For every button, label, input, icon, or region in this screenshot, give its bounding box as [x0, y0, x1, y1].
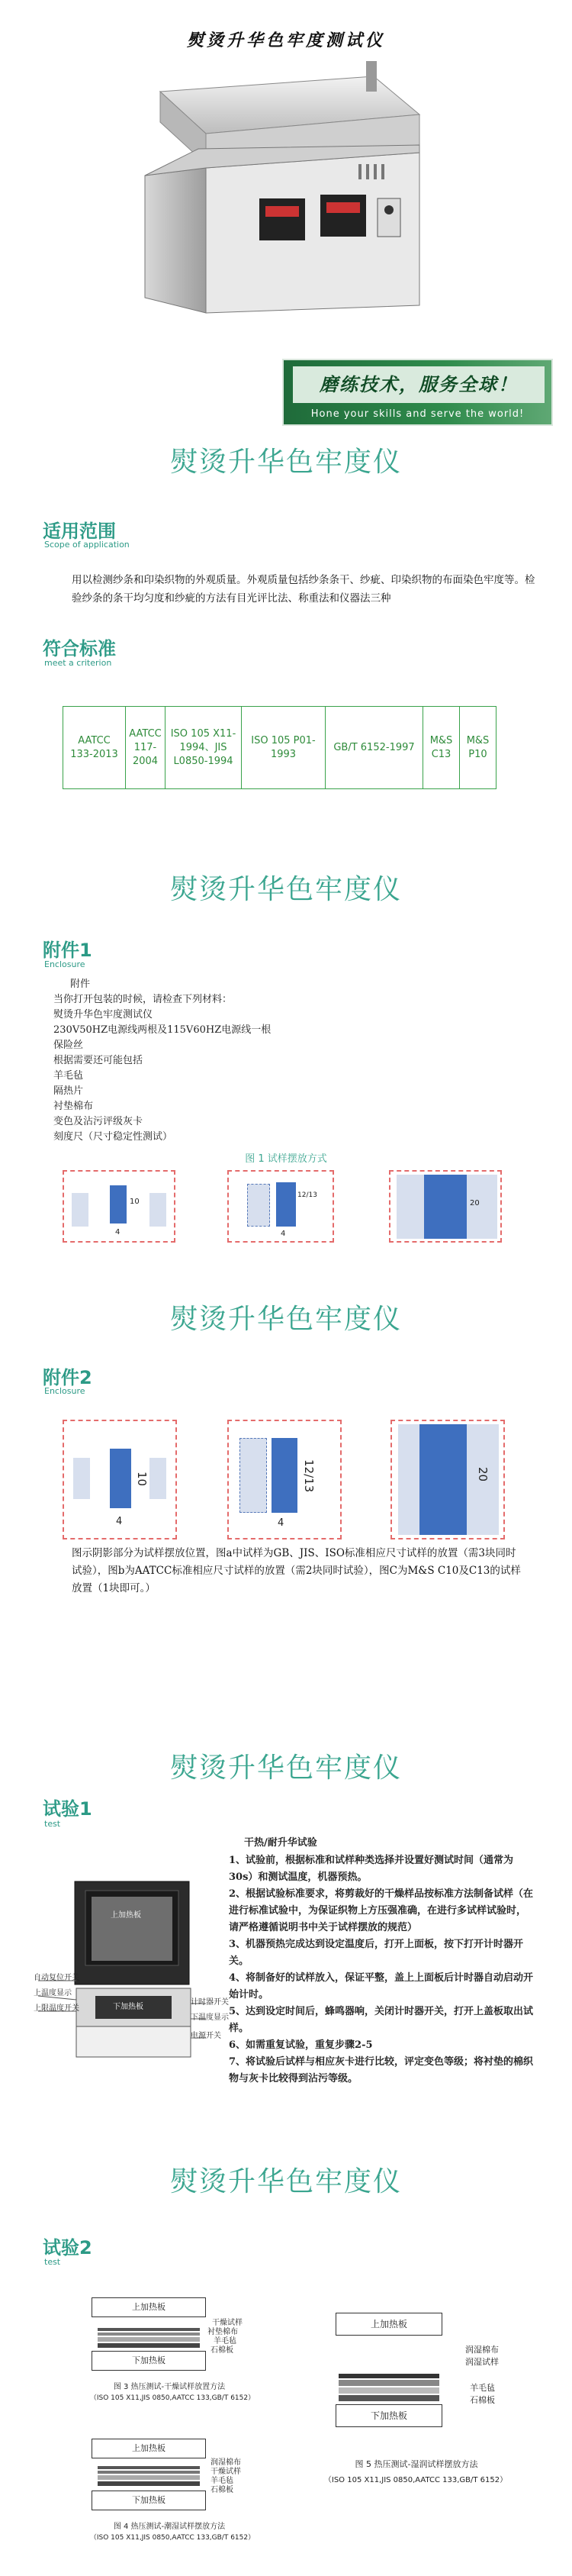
standard-cell: ISO 105 P01-1993 — [242, 707, 326, 789]
fig4-layer: 润湿棉布 — [210, 2458, 241, 2467]
list-item: 根据需要还可能包括 — [53, 1055, 143, 1066]
fig5-top-plate: 上加热板 — [336, 2313, 442, 2336]
left-label: 上温度显示 — [34, 1989, 72, 1997]
figure-b-small — [227, 1170, 334, 1243]
figure-b-width-label: 4 — [278, 1517, 284, 1529]
standard-cell: M&S C13 — [423, 707, 460, 789]
table-row — [63, 707, 496, 789]
slogan-banner — [282, 359, 553, 426]
list-item: 附件 — [70, 978, 91, 990]
standards-heading-en: meet a criterion — [44, 658, 112, 668]
section-title: 熨烫升华色牢度仪 — [169, 1304, 402, 1335]
list-item: 5、达到设定时间后，蜂鸣器响，关闭计时器开关，打开上盖板取出试样。 — [229, 2006, 534, 2034]
standards-heading: 符合标准 — [43, 638, 116, 659]
enclosure2-heading: 附件2 — [43, 1367, 92, 1388]
section-title: 熨烫升华色牢度仪 — [169, 2166, 402, 2197]
list-item: 变色及沾污评级灰卡 — [53, 1116, 143, 1127]
test1-heading-en: test — [44, 1819, 61, 1829]
figure-c-length-label: 20 — [476, 1467, 490, 1482]
figure-b-length-label: 12/13 — [302, 1459, 316, 1493]
section-title: 熨烫升华色牢度仪 — [169, 1752, 402, 1784]
right-label: 计时器开关 — [191, 1998, 229, 2007]
list-item: 保险丝 — [53, 1040, 84, 1051]
fig3-caption: 图 3 热压测试-干燥试样放置方法 — [113, 2383, 226, 2391]
figure-a-small — [63, 1170, 175, 1243]
list-item: 熨烫升华色牢度测试仪 — [53, 1009, 153, 1020]
list-item: 当你打开包装的时候，请检查下列材料： — [53, 994, 233, 1005]
figure1-caption: 图 1 试样摆放方式 — [245, 1153, 327, 1165]
test1-steps — [229, 1836, 534, 2088]
enclosure1-list — [53, 977, 511, 1145]
fig3-layer: 羊毛毡 — [214, 2337, 236, 2345]
fig4-top-plate: 上加热板 — [92, 2439, 206, 2458]
list-item: 2、根据试验标准要求，将剪裁好的干燥样品按标准方法制备试样（在进行标准试验中，为保证织物上方压强准确，在进行多试样试验时，请严格遵循说明书中关于试样摆放的规范） — [229, 1888, 534, 1933]
list-item: 刻度尺（尺寸稳定性测试） — [53, 1131, 173, 1143]
hero-title: 熨烫升华色牢度测试仪 — [186, 31, 385, 50]
fig4-layer: 羊毛毡 — [210, 2477, 233, 2485]
scope-text: 用以检测纱条和印染织物的外观质量。外观质量包括纱条条干、纱疵、印染织物的布面染色牢度等。检验纱条的条干均匀度和纱疵的方法有目光评比法、称重法和仪器法三种 — [72, 574, 535, 605]
enclosure2-heading-en: Enclosure — [44, 1386, 85, 1396]
test1-title: 干热/耐升华试验 — [244, 1837, 317, 1849]
figure-c-large — [390, 1420, 505, 1539]
fig5-layer: 润湿试样 — [465, 2357, 499, 2367]
bottom-plate-label: 下加热板 — [113, 2003, 143, 2011]
fig5-bottom-plate: 下加热板 — [336, 2404, 442, 2427]
fig3-layer: 石棉板 — [210, 2346, 233, 2355]
figure-a-large — [63, 1420, 177, 1539]
figure-b-length-label: 12/13 — [297, 1191, 317, 1199]
figure4 — [76, 2439, 305, 2572]
test-device-diagram — [31, 1866, 214, 2065]
standard-cell: AATCC 133-2013 — [63, 707, 126, 789]
fig5-caption-sub: （ISO 105 X11,JIS 0850,AATCC 133,GB/T 6152） — [323, 2476, 508, 2484]
figure-c-small — [389, 1170, 502, 1243]
list-item: 230V50HZ电源线两根及115V60HZ电源线一根 — [53, 1024, 272, 1036]
fig4-layer: 干燥试样 — [210, 2468, 241, 2476]
enclosure2-text: 图示阴影部分为试样摆放位置，图a中试样为GB、JIS、ISO标准相应尺寸试样的放置（需3块同时试验），图b为AATCC标准相应尺寸试样的放置（需2块同时试验），图C为M&S C10及C13的试样放置（1块即可。） — [72, 1547, 521, 1594]
fig3-bottom-plate: 下加热板 — [92, 2351, 206, 2371]
figure-a-width-label: 4 — [116, 1516, 123, 1527]
fig4-bottom-plate: 下加热板 — [92, 2491, 206, 2510]
test2-heading: 试验2 — [43, 2237, 92, 2258]
list-item: 隔热片 — [53, 1085, 84, 1097]
fig5-layer: 羊毛毡 — [470, 2383, 495, 2393]
list-item: 4、将制备好的试样放入，保证平整，盖上上面板后计时器自动启动开始计时。 — [229, 1972, 534, 2001]
fig4-caption-sub: （ISO 105 X11,JIS 0850,AATCC 133,GB/T 6152） — [89, 2534, 255, 2542]
section-title: 熨烫升华色牢度仪 — [169, 447, 402, 478]
slogan-main: 磨练技术，服务全球！ — [293, 366, 545, 403]
fig4-layer: 石棉板 — [210, 2486, 233, 2494]
right-label: 电源开关 — [191, 2032, 221, 2040]
fig3-layer: 衬垫棉布 — [207, 2328, 238, 2336]
slogan-sub: Hone your skills and serve the world! — [310, 408, 525, 420]
test1-heading: 试验1 — [43, 1798, 92, 1820]
test2-heading-en: test — [44, 2257, 61, 2267]
enclosure1-heading-en: Enclosure — [44, 959, 85, 969]
figure-a-width-label: 4 — [115, 1228, 121, 1236]
figure-a-length-label: 10 — [130, 1198, 140, 1206]
left-label: 上限温度开关 — [34, 2004, 79, 2013]
fig3-top-plate: 上加热板 — [92, 2297, 206, 2317]
scope-heading: 适用范围 — [43, 521, 116, 542]
list-item: 1、试验前，根据标准和试样种类选择并设置好测试时间（通常为30s）和测试温度，机器预热。 — [229, 1855, 514, 1883]
standard-cell: M&S P10 — [460, 707, 496, 789]
figure-b-large — [227, 1420, 342, 1539]
top-plate-label: 上加热板 — [111, 1911, 141, 1920]
fig3-layer: 干燥试样 — [212, 2319, 243, 2327]
list-item: 羊毛毡 — [53, 1070, 84, 1082]
fig5-caption: 图 5 热压测试-湿润试样摆放方法 — [355, 2459, 478, 2469]
tester-machine-image — [114, 61, 450, 328]
list-item: 7、将试验后试样与相应灰卡进行比较，评定变色等级；将衬垫的棉织物与灰卡比较得到沾污等级。 — [229, 2056, 534, 2084]
standard-cell: GB/T 6152-1997 — [326, 707, 423, 789]
scope-heading-en: Scope of application — [44, 540, 130, 550]
section-title: 熨烫升华色牢度仪 — [169, 874, 402, 905]
figure-a-length-label: 10 — [135, 1472, 149, 1487]
figure5 — [320, 2313, 549, 2542]
list-item: 3、机器预热完成达到设定温度后，打开上面板，按下打开计时器开关。 — [229, 1939, 524, 1967]
standard-cell: ISO 105 X11-1994、JIS L0850-1994 — [165, 707, 242, 789]
standards-table — [63, 706, 496, 789]
list-item: 衬垫棉布 — [53, 1101, 94, 1112]
figure-c-length-label: 20 — [470, 1199, 480, 1207]
standard-cell: AATCC 117-2004 — [126, 707, 165, 789]
fig5-layer: 石棉板 — [470, 2395, 495, 2405]
left-label: 自动复位开关 — [34, 1974, 79, 1982]
figure3 — [76, 2297, 305, 2431]
enclosure1-heading: 附件1 — [43, 940, 92, 961]
right-label: 下温度显示 — [191, 2013, 229, 2022]
fig4-caption: 图 4 热压测试-潮湿试样摆放方法 — [113, 2523, 226, 2531]
fig5-layer: 润湿棉布 — [465, 2345, 499, 2355]
fig3-caption-sub: （ISO 105 X11,JIS 0850,AATCC 133,GB/T 6152） — [89, 2394, 255, 2402]
list-item: 6、如需重复试验，重复步骤2-5 — [229, 2039, 373, 2051]
figure-b-width-label: 4 — [281, 1230, 286, 1238]
